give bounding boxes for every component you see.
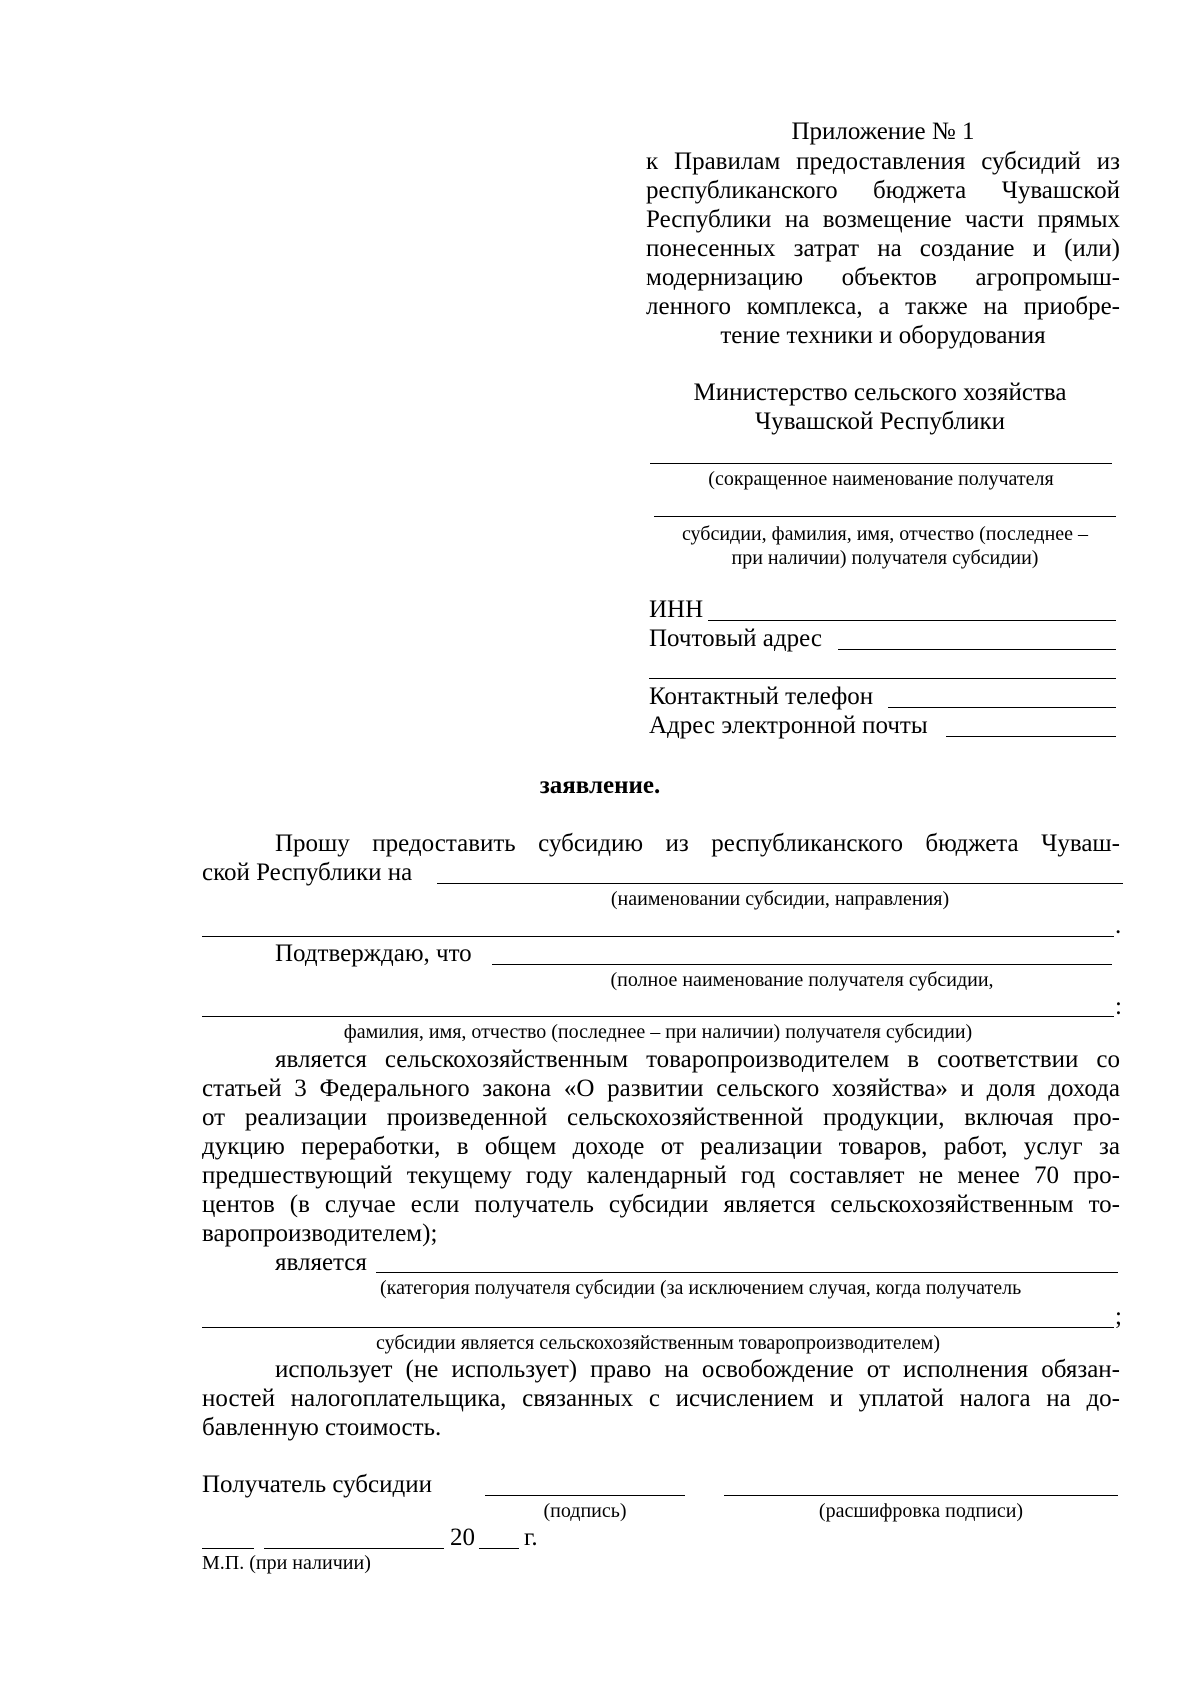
stamp-label: М.П. (при наличии) <box>202 1552 371 1574</box>
period-mark: . <box>1115 912 1122 939</box>
para1-line-2: статьей 3 Федерального закона «О развитии сельского хозяйства» и доля дохода <box>202 1075 1120 1102</box>
para2-line-1: использует (не использует) право на освобождение от исполнения обязан- <box>275 1356 1120 1383</box>
subsidy-direction-field[interactable] <box>202 936 1114 937</box>
caption-category: (категория получателя субсидии (за исключением случая, когда получатель <box>380 1277 1022 1299</box>
date-day-field[interactable] <box>202 1548 254 1549</box>
para2-last-line: бавленную стоимость. <box>202 1414 442 1441</box>
full-name-field[interactable] <box>492 964 1112 965</box>
rules-line-2: республиканского бюджета Чувашской <box>646 177 1120 204</box>
postal-address-field-2[interactable] <box>649 678 1116 679</box>
signature-decoding-field[interactable] <box>724 1495 1118 1496</box>
rules-line-6: ленного комплекса, а также на приобре- <box>646 293 1120 320</box>
request-line-1: Прошу предоставить субсидию из республиканского бюджета Чуваш- <box>275 830 1120 857</box>
subsidy-name-field[interactable] <box>437 883 1123 884</box>
para1-line-3: от реализации произведенной сельскохозяйственной продукции, включая про- <box>202 1104 1120 1131</box>
inn-field[interactable] <box>708 620 1116 621</box>
rules-line-1: к Правилам предоставления субсидий из <box>646 148 1120 175</box>
recipient-label: Получатель субсидии <box>202 1471 432 1498</box>
inn-label: ИНН <box>649 596 704 623</box>
recipient-short-name-line[interactable] <box>650 463 1112 464</box>
confirm-label: Подтверждаю, что <box>275 940 472 967</box>
signature-field[interactable] <box>485 1495 685 1496</box>
caption-decoding: (расшифровка подписи) <box>818 1500 1024 1522</box>
para1-line-1: является сельскохозяйственным товаропроизводителем в соответствии со <box>275 1046 1120 1073</box>
caption-signature: (подпись) <box>543 1500 627 1522</box>
recipient-fio-line[interactable] <box>654 516 1116 517</box>
date-month-field[interactable] <box>264 1548 444 1549</box>
para2-line-2: ностей налогоплательщика, связанных с исчислением и уплатой налога на до- <box>202 1385 1120 1412</box>
date-year-field[interactable] <box>479 1548 519 1549</box>
caption-subsidy: (наименовании субсидии, направления) <box>610 888 950 910</box>
phone-field[interactable] <box>888 707 1116 708</box>
caption-fio-line-1: субсидии, фамилия, имя, отчество (последнее – <box>681 523 1089 545</box>
rules-line-4: понесенных затрат на создание и (или) <box>646 235 1120 262</box>
para1-line-6: центов (в случае если получатель субсидии является сельскохозяйственным то- <box>202 1191 1120 1218</box>
rules-last-line: тение техники и оборудования <box>720 322 1046 349</box>
semicolon-mark: ; <box>1115 1303 1122 1330</box>
document-title: заявление. <box>539 772 661 799</box>
caption-fio: фамилия, имя, отчество (последнее – при наличии) получателя субсидии) <box>343 1021 973 1043</box>
caption-short-name: (сокращенное наименование получателя <box>708 468 1054 490</box>
request-line-2: ской Республики на <box>202 859 413 886</box>
phone-label: Контактный телефон <box>649 683 874 710</box>
email-field[interactable] <box>946 736 1116 737</box>
rules-line-5: модернизацию объектов агропромыш- <box>646 264 1120 291</box>
caption-category-2: субсидии является сельскохозяйственным товаропроизводителем) <box>376 1332 940 1354</box>
email-label: Адрес электронной почты <box>649 712 928 739</box>
category-field[interactable] <box>376 1272 1118 1273</box>
year-suffix: г. <box>524 1524 538 1551</box>
category-field-2[interactable] <box>202 1327 1114 1328</box>
para1-line-4: дукцию переработки, в общем доходе от реализации товаров, работ, услуг за <box>202 1133 1120 1160</box>
para1-last-line: варопроизводителем); <box>202 1220 438 1247</box>
is-label: является <box>275 1249 367 1276</box>
colon-mark: : <box>1115 993 1122 1020</box>
ministry-line-1: Министерство сельского хозяйства <box>693 379 1067 406</box>
ministry-line-2: Чувашской Республики <box>754 408 1006 435</box>
caption-fio-line-2: при наличии) получателя субсидии) <box>731 547 1039 569</box>
rules-line-3: Республики на возмещение части прямых <box>646 206 1120 233</box>
caption-full-name: (полное наименование получателя субсидии, <box>610 969 994 991</box>
fio-field[interactable] <box>202 1016 1114 1017</box>
para1-line-5: предшествующий текущему году календарный год составляет не менее 70 про- <box>202 1162 1120 1189</box>
annex-title: Приложение № 1 <box>791 118 975 145</box>
postal-address-field[interactable] <box>838 649 1116 650</box>
year-prefix: 20 <box>450 1524 475 1551</box>
postal-address-label: Почтовый адрес <box>649 625 822 652</box>
